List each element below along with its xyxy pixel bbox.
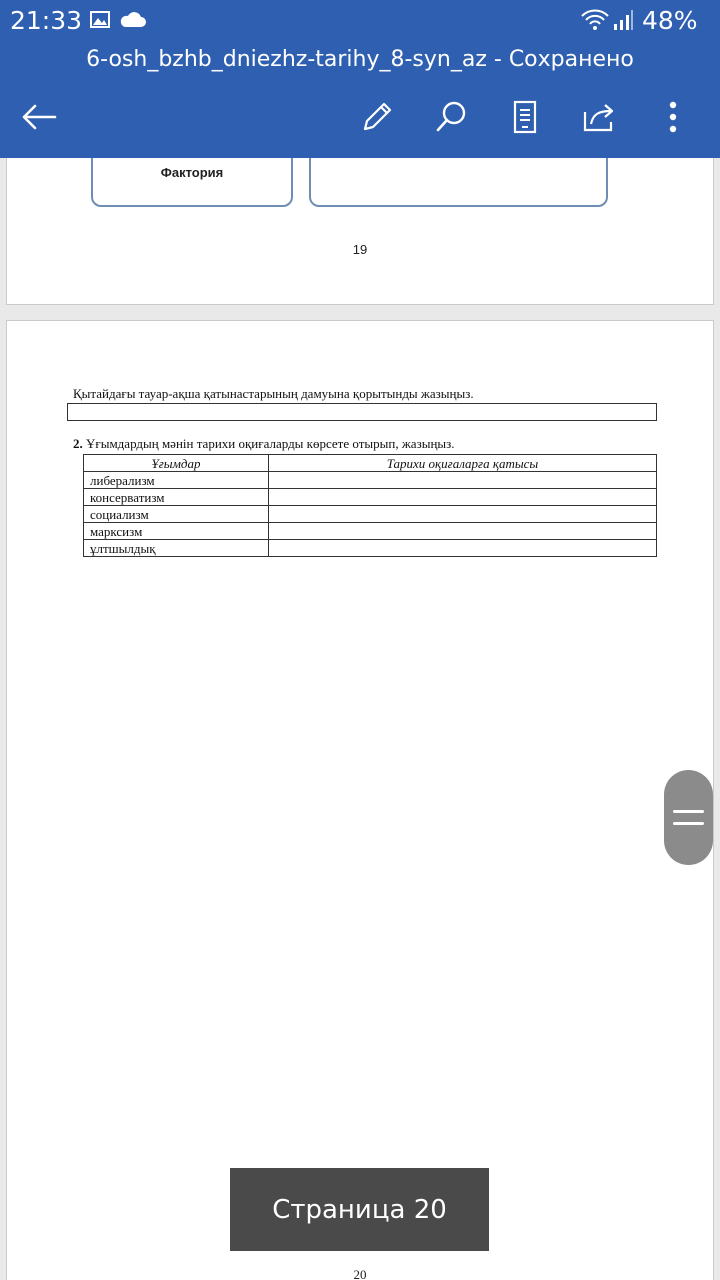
document-page-20 [6, 320, 714, 1280]
page-number: 20 [353, 1267, 367, 1280]
table-row [84, 472, 657, 489]
table-cell-empty [269, 540, 657, 557]
edit-button[interactable] [356, 96, 398, 138]
table-cell-term: консерватизм [84, 489, 269, 506]
concepts-table [83, 454, 657, 557]
page-indicator-toast: Страница 20 [230, 1168, 489, 1251]
status-bar [0, 0, 720, 40]
arrow-left-icon [21, 103, 57, 131]
table-header-concepts: Ұғымдар [84, 455, 269, 472]
question-2-text: Ұғымдардың мәнін тарихи оқиғаларды көрсете отырып, жазыңыз. [86, 436, 455, 451]
table-cell-term: либерализм [84, 472, 269, 489]
pencil-icon [360, 100, 394, 134]
mobile-view-icon [512, 100, 538, 134]
document-title: 6-osh_bzhb_dniezhz-tarihy_8-syn_az - Сохранено [86, 47, 634, 72]
search-button[interactable] [430, 96, 472, 138]
table-cell-empty [269, 523, 657, 540]
table-cell-empty [269, 489, 657, 506]
more-vertical-icon [667, 100, 679, 134]
table-row [84, 506, 657, 523]
diagram-box-label: Фактория [160, 165, 224, 180]
grip-line [673, 810, 704, 813]
back-button[interactable] [18, 96, 60, 138]
table-cell-empty [269, 472, 657, 489]
wifi-icon [580, 8, 610, 32]
more-options-button[interactable] [652, 96, 694, 138]
share-button[interactable] [578, 96, 620, 138]
reading-view-button[interactable] [504, 96, 546, 138]
status-time: 21:33 [10, 6, 83, 35]
table-cell-term: ұлтшылдық [84, 540, 269, 557]
table-cell-empty [269, 506, 657, 523]
battery-level: 48% [642, 6, 698, 35]
table-row [84, 540, 657, 557]
grip-line [673, 822, 704, 825]
question-2-number: 2. [73, 436, 83, 451]
table-cell-term: марксизм [84, 523, 269, 540]
signal-icon [612, 9, 634, 31]
scroll-handle[interactable] [664, 770, 713, 865]
question-1-text: Қытайдағы тауар-ақша қатынастарының дамуына қорытынды жазыңыз. [73, 386, 474, 401]
table-header-row [84, 455, 657, 472]
page-number: 19 [352, 242, 368, 257]
gallery-icon [90, 11, 110, 28]
answer-field [67, 403, 657, 421]
app-bar [0, 0, 720, 158]
table-row [84, 523, 657, 540]
table-header-events: Тарихи оқиғаларға қатысы [269, 455, 657, 472]
cloud-icon [119, 11, 146, 28]
table-cell-term: социализм [84, 506, 269, 523]
table-row [84, 489, 657, 506]
question-2 [73, 436, 455, 452]
search-icon [434, 100, 468, 134]
share-icon [581, 100, 617, 134]
